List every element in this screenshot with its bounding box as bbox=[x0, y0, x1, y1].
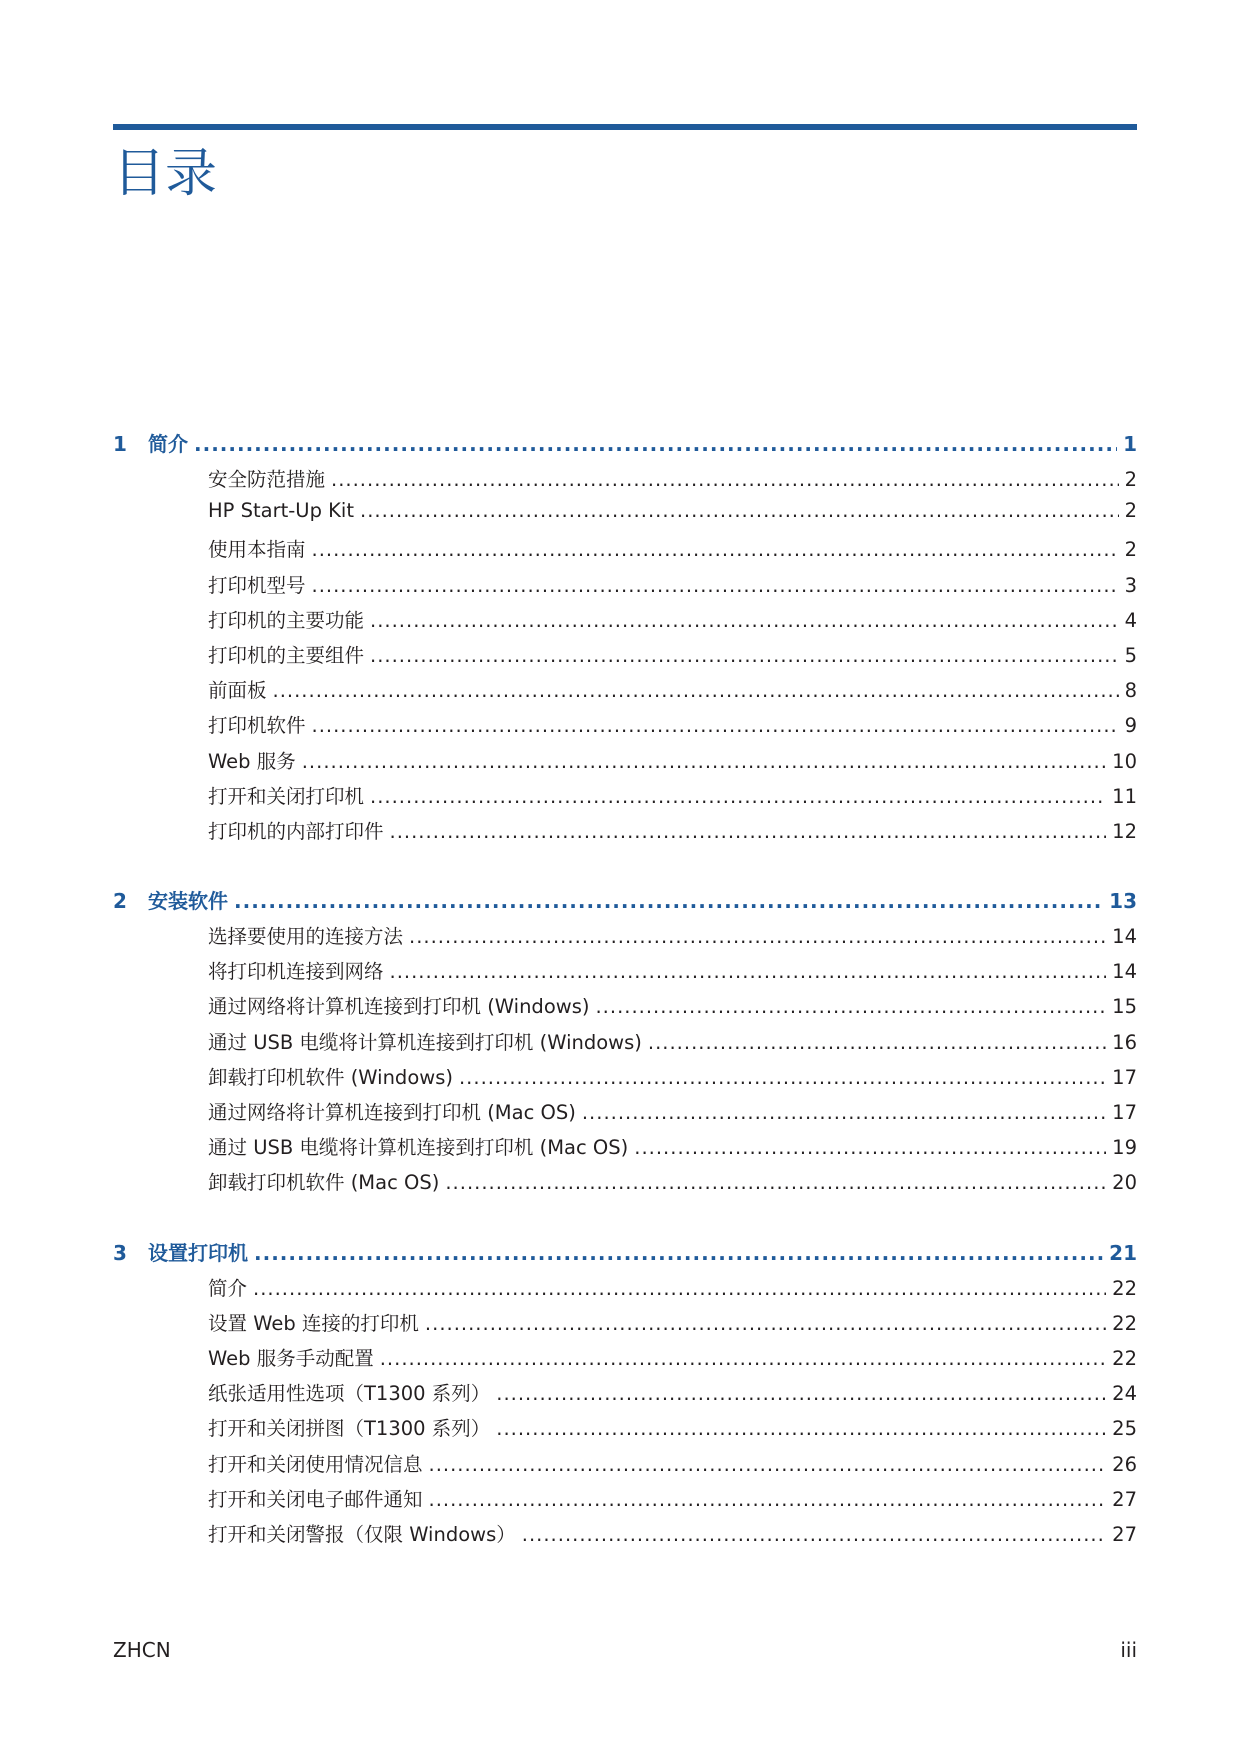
entry-page: 4 bbox=[1124, 608, 1137, 632]
dot-leader bbox=[360, 499, 1119, 522]
chapter-1 bbox=[113, 428, 1137, 851]
footer-language-code: ZHCN bbox=[113, 1638, 171, 1662]
entry-label: 打印机的内部打印件 bbox=[208, 819, 384, 843]
chapter-page: 1 bbox=[1123, 432, 1137, 456]
toc-entry[interactable] bbox=[113, 1378, 1137, 1413]
dot-leader bbox=[302, 750, 1106, 773]
entry-page: 26 bbox=[1112, 1452, 1137, 1476]
dot-leader bbox=[194, 432, 1117, 456]
entry-label: 打印机软件 bbox=[208, 714, 306, 738]
entry-page: 14 bbox=[1112, 925, 1137, 949]
chapter-page: 13 bbox=[1109, 889, 1137, 914]
chapter-page: 21 bbox=[1109, 1240, 1137, 1265]
dot-leader bbox=[445, 1171, 1106, 1194]
dot-leader bbox=[522, 1523, 1106, 1546]
entry-label: 安全防范措施 bbox=[208, 468, 326, 491]
toc-entry[interactable] bbox=[113, 956, 1137, 991]
dot-leader bbox=[390, 820, 1107, 843]
entry-label: HP Start-Up Kit bbox=[208, 499, 354, 523]
chapter-3 bbox=[113, 1237, 1137, 1555]
entry-label: 前面板 bbox=[208, 679, 267, 703]
entry-label: 打开和关闭警报（仅限 Windows） bbox=[208, 1522, 516, 1546]
dot-leader bbox=[312, 538, 1119, 561]
entry-label: 打开和关闭拼图（T1300 系列） bbox=[208, 1417, 491, 1441]
entry-label: 通过 USB 电缆将计算机连接到打印机 (Windows) bbox=[208, 1030, 642, 1054]
entry-label: 将打印机连接到网络 bbox=[208, 960, 384, 984]
entry-page: 27 bbox=[1112, 1522, 1137, 1546]
toc-entry[interactable] bbox=[113, 921, 1137, 956]
dot-leader bbox=[634, 1136, 1106, 1159]
toc-entry[interactable] bbox=[113, 1343, 1137, 1378]
entry-label: 卸载打印机软件 (Mac OS) bbox=[208, 1171, 440, 1195]
entry-label: 打印机的主要组件 bbox=[208, 643, 365, 667]
dot-leader bbox=[409, 925, 1106, 948]
toc-entry[interactable] bbox=[113, 534, 1137, 569]
toc-entry[interactable] bbox=[113, 1449, 1137, 1484]
entry-page: 10 bbox=[1112, 749, 1137, 773]
toc-entry[interactable] bbox=[113, 1519, 1137, 1554]
entry-page: 27 bbox=[1112, 1487, 1137, 1511]
entry-page: 11 bbox=[1112, 784, 1137, 808]
dot-leader bbox=[429, 1488, 1107, 1511]
entry-page: 2 bbox=[1124, 538, 1137, 562]
dot-leader bbox=[234, 889, 1103, 913]
entry-label: 打印机的主要功能 bbox=[208, 608, 365, 632]
page-title: 目录 bbox=[113, 144, 218, 204]
entry-page: 2 bbox=[1124, 499, 1137, 523]
chapter-heading[interactable] bbox=[113, 428, 1137, 464]
entry-page: 22 bbox=[1112, 1346, 1137, 1370]
dot-leader bbox=[312, 714, 1119, 737]
dot-leader bbox=[331, 468, 1119, 491]
entry-page: 9 bbox=[1124, 714, 1137, 738]
toc-entry[interactable] bbox=[113, 640, 1137, 675]
entry-label: 打开和关闭打印机 bbox=[208, 784, 365, 808]
entry-label: Web 服务手动配置 bbox=[208, 1346, 374, 1370]
entry-label: 通过 USB 电缆将计算机连接到打印机 (Mac OS) bbox=[208, 1136, 629, 1160]
entry-page: 19 bbox=[1112, 1136, 1137, 1160]
entry-label: 选择要使用的连接方法 bbox=[208, 925, 404, 949]
toc-entry[interactable] bbox=[113, 1273, 1137, 1308]
entry-label: 打开和关闭使用情况信息 bbox=[208, 1452, 423, 1476]
toc-entry[interactable] bbox=[113, 781, 1137, 816]
entry-page: 3 bbox=[1124, 573, 1137, 597]
dot-leader bbox=[459, 1066, 1106, 1089]
dot-leader bbox=[370, 785, 1106, 808]
dot-leader bbox=[390, 960, 1107, 983]
dot-leader bbox=[648, 1031, 1106, 1054]
dot-leader bbox=[429, 1453, 1107, 1476]
dot-leader bbox=[370, 609, 1119, 632]
toc-entry[interactable] bbox=[113, 1413, 1137, 1448]
chapter-number: 2 bbox=[113, 889, 127, 914]
dot-leader bbox=[370, 644, 1119, 667]
toc-entry[interactable] bbox=[113, 746, 1137, 781]
entry-page: 16 bbox=[1112, 1030, 1137, 1054]
entry-label: 打印机型号 bbox=[208, 573, 306, 597]
toc-entry[interactable] bbox=[113, 1132, 1137, 1167]
toc-entry[interactable] bbox=[113, 570, 1137, 605]
toc-entry[interactable] bbox=[113, 1484, 1137, 1519]
toc-entry[interactable] bbox=[113, 1062, 1137, 1097]
dot-leader bbox=[253, 1277, 1106, 1300]
entry-page: 5 bbox=[1124, 643, 1137, 667]
entry-page: 25 bbox=[1112, 1417, 1137, 1441]
entry-label: 设置 Web 连接的打印机 bbox=[208, 1311, 419, 1335]
entry-page: 20 bbox=[1112, 1171, 1137, 1195]
entry-page: 2 bbox=[1124, 468, 1137, 491]
chapter-number: 3 bbox=[113, 1240, 127, 1265]
toc-entry[interactable] bbox=[113, 1167, 1137, 1202]
entry-label: 打开和关闭电子邮件通知 bbox=[208, 1487, 423, 1511]
header-rule bbox=[113, 124, 1137, 130]
dot-leader bbox=[425, 1312, 1106, 1335]
toc-entry[interactable] bbox=[113, 1308, 1137, 1343]
entry-page: 22 bbox=[1112, 1276, 1137, 1300]
table-of-contents bbox=[113, 428, 1137, 1588]
entry-label: 卸载打印机软件 (Windows) bbox=[208, 1065, 453, 1089]
dot-leader bbox=[496, 1382, 1106, 1405]
entry-label: 简介 bbox=[208, 1276, 248, 1300]
toc-entry[interactable] bbox=[113, 675, 1137, 710]
toc-entry[interactable] bbox=[113, 1097, 1137, 1132]
entry-label: 通过网络将计算机连接到打印机 (Windows) bbox=[208, 995, 590, 1019]
entry-page: 22 bbox=[1112, 1311, 1137, 1335]
entry-page: 12 bbox=[1112, 819, 1137, 843]
toc-entry[interactable] bbox=[113, 605, 1137, 640]
entry-label: Web 服务 bbox=[208, 749, 296, 773]
dot-leader bbox=[312, 574, 1119, 597]
dot-leader bbox=[254, 1241, 1103, 1265]
chapter-title: 设置打印机 bbox=[148, 1240, 248, 1265]
chapter-title: 简介 bbox=[148, 432, 188, 456]
dot-leader bbox=[582, 1101, 1106, 1124]
chapter-heading[interactable] bbox=[113, 1237, 1137, 1273]
entry-label: 纸张适用性选项（T1300 系列） bbox=[208, 1382, 491, 1406]
entry-page: 14 bbox=[1112, 960, 1137, 984]
dot-leader bbox=[595, 995, 1106, 1018]
toc-entry[interactable] bbox=[113, 710, 1137, 745]
entry-page: 24 bbox=[1112, 1382, 1137, 1406]
dot-leader bbox=[380, 1347, 1106, 1370]
toc-entry[interactable] bbox=[113, 499, 1137, 534]
chapter-title: 安装软件 bbox=[148, 889, 228, 914]
entry-page: 17 bbox=[1112, 1101, 1137, 1124]
entry-page: 15 bbox=[1112, 995, 1137, 1019]
footer-page-number: iii bbox=[1120, 1638, 1137, 1662]
chapter-heading[interactable] bbox=[113, 885, 1137, 921]
toc-entry[interactable] bbox=[113, 1027, 1137, 1062]
entry-page: 8 bbox=[1124, 679, 1137, 703]
dot-leader bbox=[496, 1417, 1106, 1440]
chapter-2 bbox=[113, 885, 1137, 1203]
chapter-number: 1 bbox=[113, 432, 127, 456]
dot-leader bbox=[273, 679, 1119, 702]
toc-entry[interactable] bbox=[113, 991, 1137, 1026]
entry-label: 通过网络将计算机连接到打印机 (Mac OS) bbox=[208, 1101, 576, 1124]
entry-page: 17 bbox=[1112, 1065, 1137, 1089]
toc-entry[interactable] bbox=[113, 816, 1137, 851]
entry-label: 使用本指南 bbox=[208, 538, 306, 562]
toc-entry[interactable] bbox=[113, 464, 1137, 499]
